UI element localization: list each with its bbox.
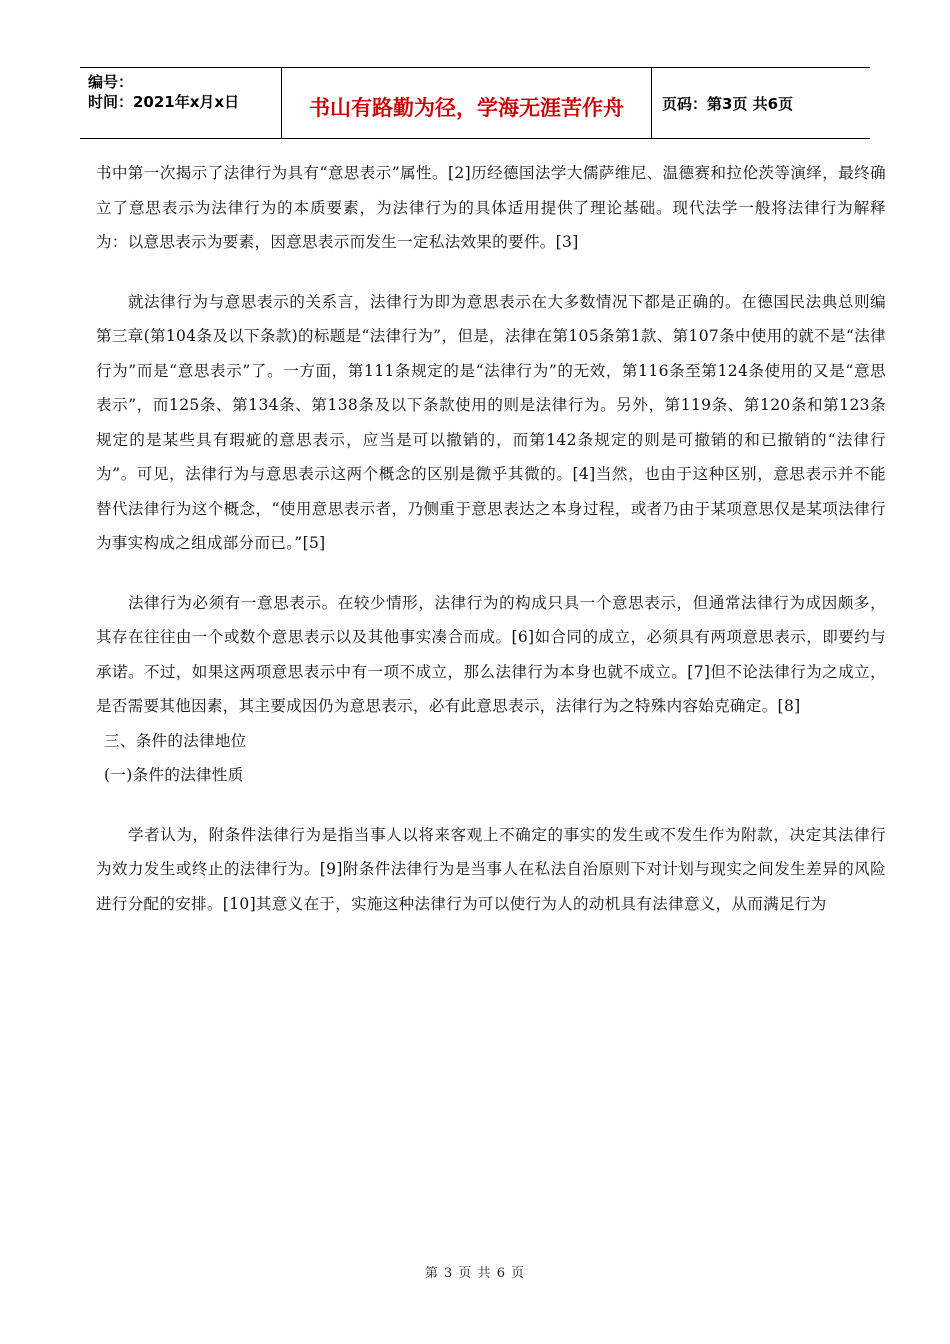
header-page-info: 页码：第3页 共6页: [662, 94, 794, 113]
document-header: [80, 67, 870, 139]
document-time-label: 时间：2021年x月x日: [88, 93, 240, 111]
subsection-heading: (一)条件的法律性质: [104, 766, 244, 784]
paragraph-4: 学者认为，附条件法律行为是指当事人以将来客观上不确定的事实的发生或不发生作为附款，决定其法律行为效力发生或终止的法律行为。[9]附条件法律行为是当事人在私法自治原则下对计划与现实之间发生差异的风险进行分配的安排。[10]其意义在于，实施这种法律行为可以使行为人的动机具有法律意义，从而满足行为: [96, 825, 886, 913]
page-footer: 第 3 页 共 6 页: [424, 1266, 526, 1281]
header-motto: 书山有路勤为径，学海无涯苦作舟: [282, 68, 652, 138]
document-body: [96, 156, 886, 921]
paragraph-1: 书中第一次揭示了法律行为具有“意思表示”属性。[2]历经德国法学大儒萨维尼、温德赛和拉伦茨等演绎，最终确立了意思表示为法律行为的本质要素，为法律行为的具体适用提供了理论基础。现代法学一般将法律行为解释为：以意思表示为要素，因意思表示而发生一定私法效果的要件。[3]: [96, 164, 886, 251]
document-number-label: 编号：: [88, 73, 134, 91]
section-heading: 三、条件的法律地位: [104, 731, 247, 750]
paragraph-2: 就法律行为与意思表示的关系言，法律行为即为意思表示在大多数情况下都是正确的。在德国民法典总则编第三章(第104条及以下条款)的标题是“法律行为”，但是，法律在第105条第1款、第107条中使用的就不是“法律行为”而是“意思表示”了。一方面，第111条规定的是“法律行为”的无效，第116条至第124条使用的又是“意思表示”，而125条、第134条、第138条及以下条款使用的则是法律行为。另外，第119条、第120条和第123条规定的是某些具有瑕疵的意思表示，应当是可以撤销的，而第142条规定的则是可撤销的和已撤销的“法律行为”。可见，法律行为与意思表示这两个概念的区别是微乎其微的。[4]当然，也由于这种区别，意思表示并不能替代法律行为这个概念，“使用意思表示者，乃侧重于意思表达之本身过程，或者乃由于某项意思仅是某项法律行为事实构成之组成部分而已。”[5]: [96, 292, 886, 552]
header-meta: [80, 68, 282, 138]
paragraph-3: 法律行为必须有一意思表示。在较少情形，法律行为的构成只具一个意思表示，但通常法律行为成因颇多，其存在往往由一个或数个意思表示以及其他事实凑合而成。[6]如合同的成立，必须具有两项意思表示，即要约与承诺。不过，如果这两项意思表示中有一项不成立，那么法律行为本身也就不成立。[7]但不论法律行为之成立，是否需要其他因素，其主要成因仍为意思表示，必有此意思表示，法律行为之特殊内容始克确定。[8]: [96, 593, 886, 715]
